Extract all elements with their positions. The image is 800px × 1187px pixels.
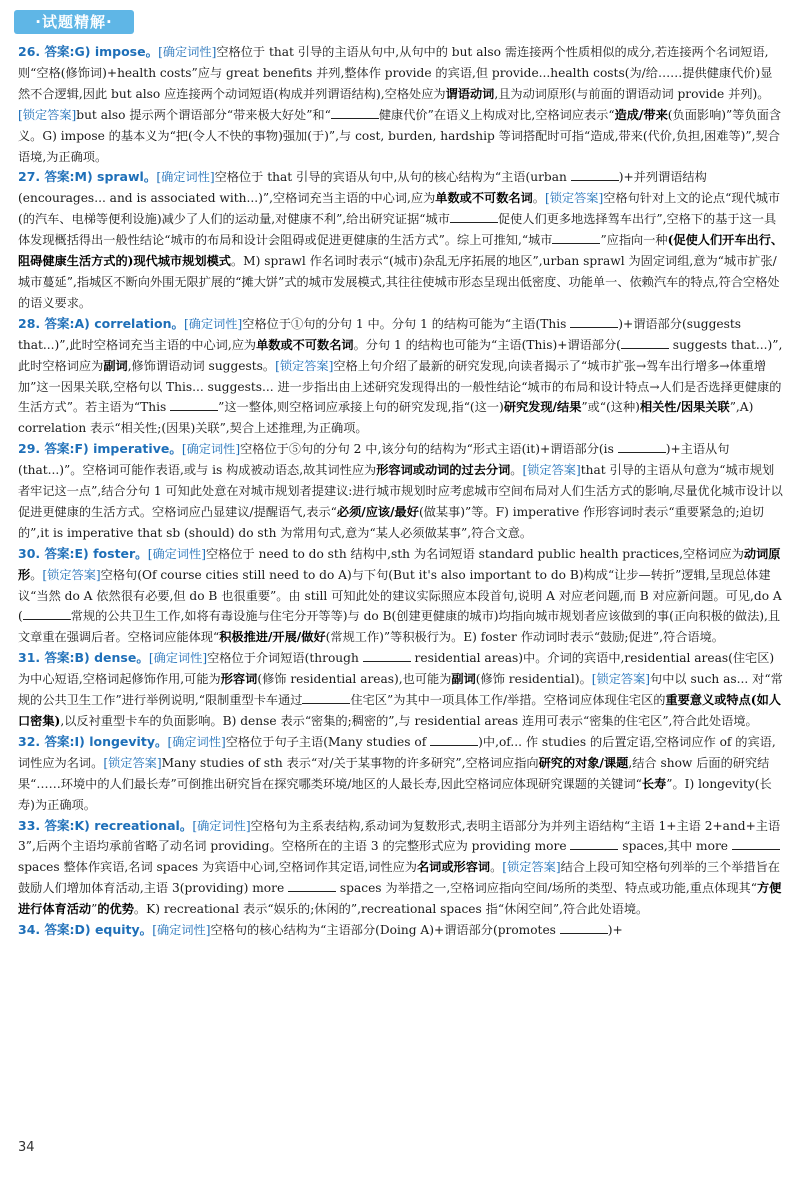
step-tag: [ 锁定答案 ] bbox=[103, 756, 161, 770]
explanation-text: 空格位于句子主语(Many studies of bbox=[225, 734, 431, 749]
explanation-text: 结合上段可知空格句列举的三个举措旨在鼓励人们增加体育活动,主语 3(providing) more bbox=[18, 860, 780, 896]
step-tag: [ 锁定答案 ] bbox=[42, 568, 100, 582]
step-tag: [ 锁定答案 ] bbox=[592, 672, 650, 686]
explanation-text: 。分句 1 的结构也可能为“主语(This)+谓语部分( bbox=[353, 337, 621, 352]
keyword: 名词或形容词 bbox=[416, 860, 491, 875]
explanation-text: (常规工作)”等积极行为。E) foster 作动词时表示“鼓励;促进”,符合语境。 bbox=[325, 630, 724, 645]
keyword: 单数或不可数名词 bbox=[435, 191, 533, 206]
question-number: 29. bbox=[18, 441, 45, 457]
explanation-text: 空格位于 that 引导的宾语从句中,从句的核心结构为“主语(urban bbox=[214, 170, 571, 185]
fill-blank bbox=[331, 107, 379, 119]
keyword: 的优势 bbox=[97, 902, 134, 917]
explanation-text: (负面影响)”等负面含义。G) impose 的基本义为“把(令人不快的事物)强加(于)”,与 cost, burden, hardship 等词搭配时可指“造成,带来(代价,负担,困难等)”,契合语境,为正确项。 bbox=[18, 107, 782, 164]
explanation-text: 空格句为主系表结构,系动词为复数形式,表明主语部分为并列主语结构“主语 1+主语 2+and+主语 3”,后两个主语均承前省略了动名词 providing。空格所在的主语 3 的完整形式应为 providing more bbox=[18, 818, 781, 854]
explanation-text: 句中以 such as... 对“常规的公共卫生工作”进行举例说明,“限制重型卡车通过 bbox=[18, 672, 783, 708]
question-number: 27. bbox=[18, 169, 45, 185]
fill-blank bbox=[560, 922, 608, 934]
keyword: 副词 bbox=[103, 358, 128, 373]
step-tag: [ 确定词性 ] bbox=[148, 547, 206, 561]
question-number: 33. bbox=[18, 817, 45, 833]
keyword: 研究的对象/课题 bbox=[538, 755, 629, 770]
explanation-text: ,修饰谓语动词 suggests。 bbox=[127, 358, 276, 373]
keyword: 形容词 bbox=[220, 672, 258, 687]
explanation-text: (做某事)”等。F) imperative 作形容词时表示“重要紧急的;迫切的”,it is imperative that sb (should) do sth 为常用句式,意为“某人必须做某事”,符合文意。 bbox=[18, 504, 764, 540]
explanation-text: 空格句的核心结构为“主语部分(Doing A)+谓语部分(promotes bbox=[210, 923, 560, 938]
fill-blank bbox=[170, 399, 218, 411]
keyword: 单数或不可数名词 bbox=[256, 337, 354, 352]
answer-label: 答案:D) equity。 bbox=[44, 922, 153, 938]
explanation-text: 。 bbox=[30, 567, 43, 582]
explanation-text: residential areas)中。介词的宾语中,residential areas(住宅区)为中心短语,空格词起修饰作用,可能为 bbox=[18, 651, 775, 687]
explanation-text: ”应指向一种 bbox=[600, 233, 668, 248]
explanation-text: 。M) sprawl 作名词时表示“(城市)杂乱无序拓展的地区”,urban sprawl 为固定词组,意为“城市扩张/城市蔓延”,指城区不断向外围无限扩展的“摊大饼”式的城市发展模式,其往往使城市形态呈现出低密度、功能单一、依赖汽车的特点,符合空格处的语义要求。 bbox=[18, 254, 780, 310]
explanation-text: 空格位于 that 引导的主语从句中,从句中的 but also 需连接两个性质相似的成分,若连接两个名词短语,则“空格(修饰词)+health costs”应与 great benefits 并列,整体作 provide 的宾语,但 provide...health costs(为/给……提供健康代价)显然不合逻辑,因此 but also 应连接两个动词短语(构成并列谓语结构),空格处应为 bbox=[18, 45, 773, 101]
question-number: 26. bbox=[18, 44, 45, 59]
keyword: 长寿 bbox=[641, 776, 667, 791]
question-number: 30. bbox=[18, 545, 45, 561]
explanation-text: 空格句(Of course cities still need to do A)与下句(But it's also important to do B)构成“让步—转折”逻辑,呈现总体建议“当然 do A 依然很有必要,但 do B 也很重要”。由 still 可知此处的建议实际照应本段首句,说明 A 对应老问题,而 B 对应新问题。可见,do A ( bbox=[18, 567, 782, 624]
section-header-banner: ·试题精解· bbox=[14, 10, 134, 34]
keyword: 谓语动词 bbox=[445, 86, 495, 101]
explanation-text: )+ bbox=[607, 923, 623, 938]
explanation-text: (修饰 residential)。 bbox=[475, 672, 592, 687]
fill-blank bbox=[570, 838, 618, 850]
keyword: 重要意义或特点(如人口密集) bbox=[18, 693, 781, 728]
explanation-text: suggests that...)”,此时空格词应为 bbox=[18, 337, 783, 373]
explanation-item bbox=[18, 920, 784, 941]
explanation-item bbox=[18, 816, 784, 921]
explanation-text: 。 bbox=[510, 463, 523, 478]
explanation-text: )+并列谓语结构(encourages... and is associated with...)”,空格词充当主语的中心词,应为 bbox=[18, 170, 707, 206]
explanation-item bbox=[18, 732, 784, 816]
explanation-item bbox=[18, 167, 784, 313]
explanation-item bbox=[18, 42, 784, 167]
explanation-text: spaces,其中 more bbox=[618, 839, 732, 854]
explanation-text: ,以反衬重型卡车的负面影响。B) dense 表示“密集的;稠密的”,与 residential areas 连用可表示“密集的住宅区”,符合此处语境。 bbox=[60, 714, 758, 728]
question-number: 34. bbox=[18, 922, 45, 938]
explanation-text: ”。I) longevity(长寿)为正确项。 bbox=[18, 776, 772, 812]
explanation-item bbox=[18, 544, 784, 649]
explanation-text: 促使人们更多地选择驾车出行”,空格下的基于这一具体发现概括得出一般性结论“城市的布局和设计会阻碍或促进更健康的生活方式”。综上可推知,“城市 bbox=[18, 212, 777, 248]
answer-label: 答案:K) recreational。 bbox=[44, 817, 193, 833]
explanation-text: 空格位于⑤句的分句 2 中,该分句的结构为“形式主语(it)+谓语部分(is bbox=[240, 442, 618, 457]
fill-blank bbox=[450, 211, 498, 223]
explanation-text: spaces 整体作宾语,名词 spaces 为宾语中心词,空格词作其定语,词性应为 bbox=[18, 860, 417, 875]
explanation-text: 。K) recreational 表示“娱乐的;休闲的”,recreational spaces 指“休闲空间”,符合此处语境。 bbox=[133, 902, 649, 917]
explanation-text: ”,A) correlation 表示“相关性;(因果)关联”,契合上述推理,为正确项。 bbox=[18, 400, 754, 436]
answer-label: 答案:A) correlation。 bbox=[44, 315, 185, 331]
explanation-text: 。 bbox=[490, 860, 503, 875]
explanation-text: 常规的公共卫生工作,如将有毒设施与住宅分开等等)与 do B(创建更健康的城市)均指向城市规划者应该做到的事(正向积极的做法),且文章重在强调后者。空格词应能体现“ bbox=[18, 609, 781, 645]
explanation-text: )中,of... 作 studies 的后置定语,空格词应作 of 的宾语,词性应为名词。 bbox=[18, 734, 776, 770]
step-tag: [ 锁定答案 ] bbox=[275, 359, 333, 373]
keyword: 相关性/因果关联 bbox=[639, 400, 730, 415]
explanation-item bbox=[18, 314, 784, 439]
explanation-text: ”这一整体,则空格词应承接上句的研究发现,指“(这一) bbox=[218, 400, 504, 415]
keyword: (促使人们开车出行、阻碍健康生活方式的)现代城市规划模式 bbox=[18, 233, 784, 269]
explanation-text: ,且为动词原形(与前面的谓语动词 provide 并列)。 bbox=[494, 86, 770, 101]
fill-blank bbox=[430, 734, 478, 746]
answer-label: 答案:F) imperative。 bbox=[44, 441, 182, 457]
explanation-item bbox=[18, 648, 784, 732]
fill-blank bbox=[732, 838, 780, 850]
keyword: 必须/应该/最好 bbox=[336, 504, 419, 519]
keyword: 造成/带来 bbox=[614, 107, 668, 122]
step-tag: [ 确定词性 ] bbox=[184, 317, 242, 331]
keyword: 形容词或动词的过去分词 bbox=[376, 463, 511, 478]
step-tag: [ 确定词性 ] bbox=[182, 442, 240, 456]
keyword: 方便进行体育活动 bbox=[18, 881, 782, 917]
step-tag: [ 确定词性 ] bbox=[149, 651, 207, 665]
explanation-text: 空格位于①句的分句 1 中。分句 1 的结构可能为“主语(This bbox=[242, 316, 571, 331]
explanation-text: )+主语从句(that...)”。空格词可能作表语,或与 is 构成被动语态,故其词性应为 bbox=[18, 442, 730, 478]
explanation-text: 住宅区”为其中一项具体工作/举措。空格词应体现住宅区的 bbox=[350, 693, 666, 708]
step-tag: [ 确定词性 ] bbox=[156, 170, 214, 184]
explanation-text: that 引导的主语从句意为“城市规划者牢记这一点”,结合分句 1 可知此处意在对城市规划者提建议:进行城市规划时应考虑城市空间布局对人们生活方式的影响,尽量优化城市设计以促进更健康的生活方式。空格词应凸显建议/提醒语气,表示“ bbox=[18, 463, 783, 519]
answer-label: 答案:I) longevity。 bbox=[44, 733, 168, 749]
explanation-text: (修饰 residential areas),也可能为 bbox=[257, 672, 452, 687]
step-tag: [ 确定词性 ] bbox=[192, 819, 250, 833]
explanation-text: 空格句针对上文的论点“现代城市(的汽车、电梯等便利设施)减少了人们的运动量,对健康不利”,给出研究证据“城市 bbox=[18, 191, 781, 227]
explanation-text: 。 bbox=[532, 191, 545, 206]
answer-explanations bbox=[18, 42, 784, 941]
fill-blank bbox=[363, 650, 411, 662]
keyword: 研究发现/结果 bbox=[503, 400, 582, 415]
step-tag: [ 确定词性 ] bbox=[158, 45, 216, 59]
question-number: 28. bbox=[18, 315, 45, 331]
explanation-text: ”或“(这种) bbox=[581, 400, 640, 415]
fill-blank bbox=[302, 692, 350, 704]
explanation-text: 健康代价”在语义上构成对比,空格词应表示“ bbox=[378, 107, 615, 122]
explanation-text: 空格上句介绍了最新的研究发现,向读者揭示了“城市扩张→驾车出行增多→体重增加”这一因果关联,空格句以 This... suggests... 进一步指出由上述研究发现得出的一般性结论“城市的布局和设计特点→人们是否选择更健康的生活方式”。若主语为“This bbox=[18, 358, 782, 415]
fill-blank bbox=[552, 232, 600, 244]
explanation-text: spaces 为举措之一,空格词应指向空间/场所的类型、特点或功能,重点体现其“ bbox=[336, 881, 757, 896]
answer-label: 答案:G) impose。 bbox=[44, 44, 159, 59]
page-number: 34 bbox=[18, 1140, 35, 1155]
fill-blank bbox=[288, 880, 336, 892]
explanation-text: Many studies of sth 表示“对/关于某事物的许多研究”,空格词应指向 bbox=[161, 755, 539, 770]
step-tag: [ 确定词性 ] bbox=[152, 923, 210, 937]
step-tag: [ 锁定答案 ] bbox=[18, 108, 76, 122]
explanation-text: ,结合 show 后面的研究结果“……环境中的人们最长寿”可倒推出研究旨在探究哪类环境/地区的人最长寿,因此空格词应体现研究课题的关键词“ bbox=[18, 755, 770, 791]
question-number: 32. bbox=[18, 733, 45, 749]
step-tag: [ 锁定答案 ] bbox=[502, 860, 560, 874]
keyword: 动词原形 bbox=[18, 546, 781, 582]
keyword: 副词 bbox=[451, 672, 476, 687]
answer-label: 答案:M) sprawl。 bbox=[44, 169, 157, 185]
explanation-text: )+谓语部分(suggests that...)”,此时空格词充当主语的中心词,应为 bbox=[18, 316, 742, 352]
step-tag: [ 锁定答案 ] bbox=[545, 191, 603, 205]
answer-label: 答案:E) foster。 bbox=[44, 545, 148, 561]
fill-blank bbox=[570, 316, 618, 328]
fill-blank bbox=[621, 337, 669, 349]
explanation-text: but also 提示两个谓语部分“带来极大好处”和“ bbox=[76, 107, 331, 122]
fill-blank bbox=[23, 608, 71, 620]
explanation-text: ” bbox=[91, 902, 98, 917]
step-tag: [ 确定词性 ] bbox=[167, 735, 225, 749]
fill-blank bbox=[618, 441, 666, 453]
explanation-item bbox=[18, 439, 784, 544]
question-number: 31. bbox=[18, 650, 45, 666]
explanation-text: 空格位于 need to do sth 结构中,sth 为名词短语 standard public health practices,空格词应为 bbox=[205, 546, 744, 561]
explanation-text: 空格位于介词短语(through bbox=[207, 651, 363, 666]
keyword: 积极推进/开展/做好 bbox=[219, 630, 326, 645]
step-tag: [ 锁定答案 ] bbox=[522, 463, 580, 477]
answer-label: 答案:B) dense。 bbox=[44, 650, 149, 666]
fill-blank bbox=[571, 169, 619, 181]
